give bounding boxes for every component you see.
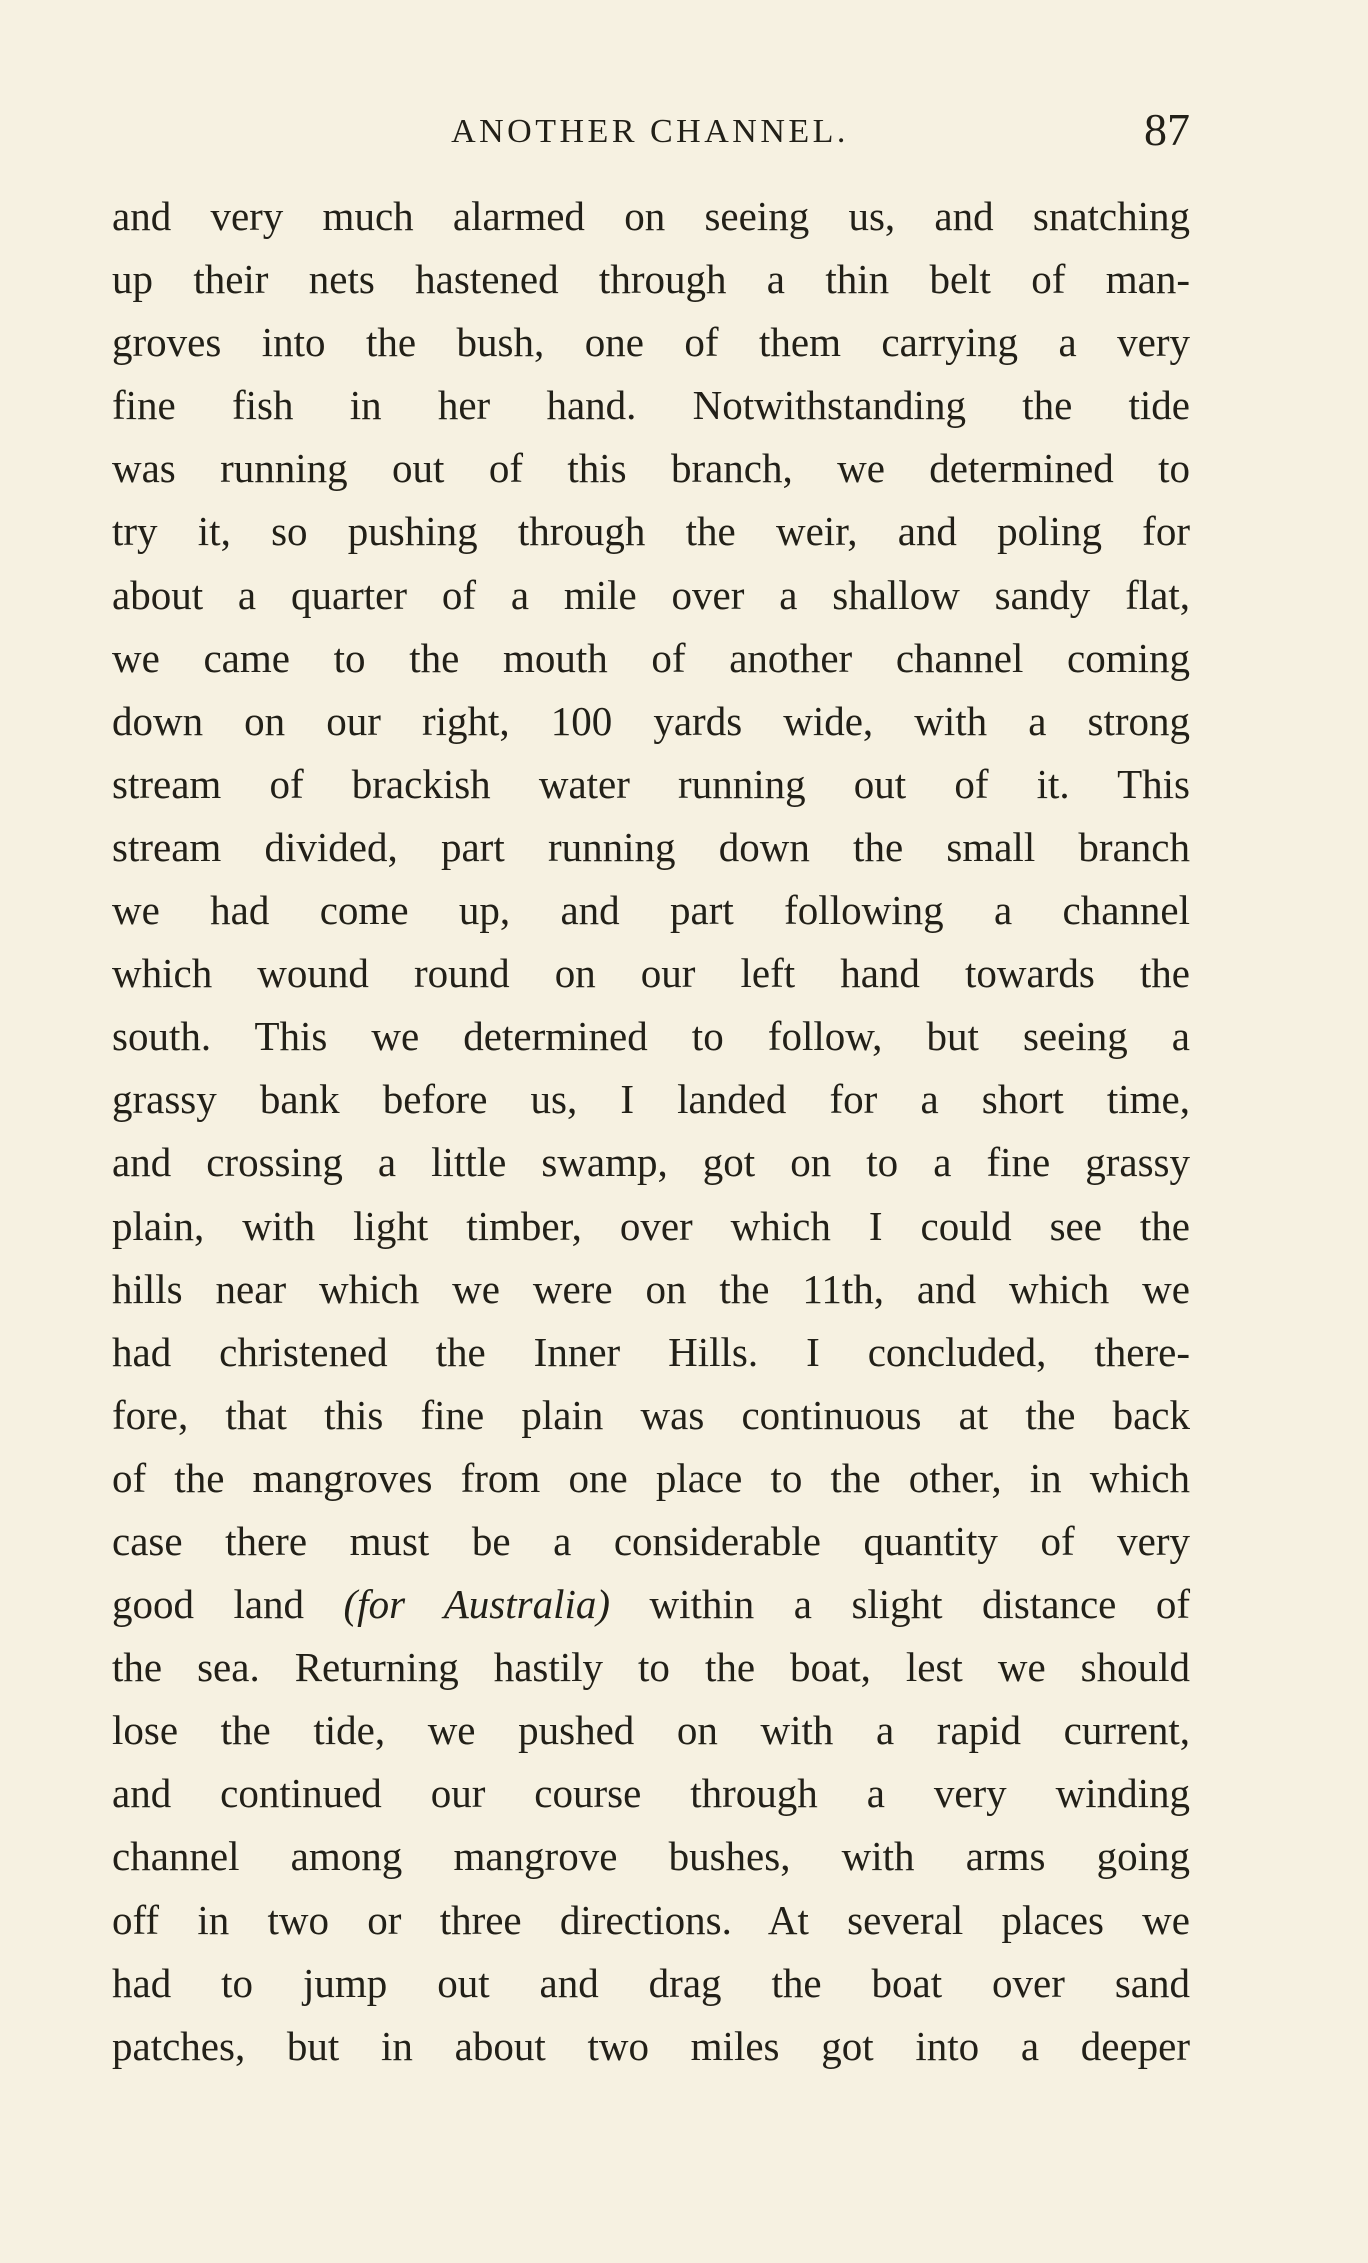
text-line-3: groves into the bush, one of them carrying a very xyxy=(112,319,1190,366)
running-title: ANOTHER CHANNEL. xyxy=(451,113,849,150)
text-line-11: stream divided, part running down the small branch xyxy=(112,823,1190,870)
text-line-29: had to jump out and drag the boat over sand xyxy=(112,1959,1190,2006)
text-line-17: plain, with light timber, over which I could see the xyxy=(112,1202,1190,1249)
text-line-16: and crossing a little swamp, got on to a fine grassy xyxy=(112,1139,1190,1186)
text-line-13: which wound round on our left hand towards the xyxy=(112,950,1190,997)
text-line-26: and continued our course through a very winding xyxy=(112,1770,1190,1817)
text-line-14: south. This we determined to follow, but seeing a xyxy=(112,1013,1190,1060)
text-line-22: case there must be a considerable quantity of very xyxy=(112,1517,1190,1564)
text-line-4: fine fish in her hand. Notwithstanding the tide xyxy=(112,382,1190,429)
text-line-27: channel among mangrove bushes, with arms going xyxy=(112,1833,1190,1880)
text-line-12: we had come up, and part following a channel xyxy=(112,887,1190,934)
text-line-21: of the mangroves from one place to the other, in which xyxy=(112,1454,1190,1501)
running-head xyxy=(110,104,1190,156)
text-line-30: patches, but in about two miles got into a deeper xyxy=(112,2022,1190,2069)
text-line-1: and very much alarmed on seeing us, and snatching xyxy=(112,193,1190,239)
text-line-20: fore, that this fine plain was continuous at the back xyxy=(112,1391,1190,1438)
italic-phrase: (for Australia) xyxy=(343,1581,611,1628)
text-line-18: hills near which we were on the 11th, and which we xyxy=(112,1265,1190,1312)
text-line-24: the sea. Returning hastily to the boat, lest we should xyxy=(112,1644,1190,1691)
text-line-7: about a quarter of a mile over a shallow sandy flat, xyxy=(112,571,1190,618)
text-line-9: down on our right, 100 yards wide, with a strong xyxy=(112,697,1190,744)
text-line-19: had christened the Inner Hills. I concluded, there- xyxy=(112,1328,1190,1375)
text-line-23-start: good land xyxy=(112,1581,344,1628)
text-line-25: lose the tide, we pushed on with a rapid current, xyxy=(112,1707,1190,1754)
text-line-28: off in two or three directions. At several places we xyxy=(112,1896,1190,1943)
text-line-6: try it, so pushing through the weir, and poling for xyxy=(112,508,1190,555)
text-line-23 xyxy=(112,1573,1190,1636)
body-text xyxy=(112,185,1190,2078)
text-line-5: was running out of this branch, we determined to xyxy=(112,445,1190,492)
text-line-23-end: within a slight distance of xyxy=(610,1581,1190,1628)
page-number: 87 xyxy=(1144,104,1190,155)
text-line-15: grassy bank before us, I landed for a short time, xyxy=(112,1076,1190,1123)
text-line-2: up their nets hastened through a thin belt of man- xyxy=(112,256,1190,303)
text-line-8: we came to the mouth of another channel coming xyxy=(112,634,1190,681)
text-line-10: stream of brackish water running out of it. This xyxy=(112,760,1190,807)
